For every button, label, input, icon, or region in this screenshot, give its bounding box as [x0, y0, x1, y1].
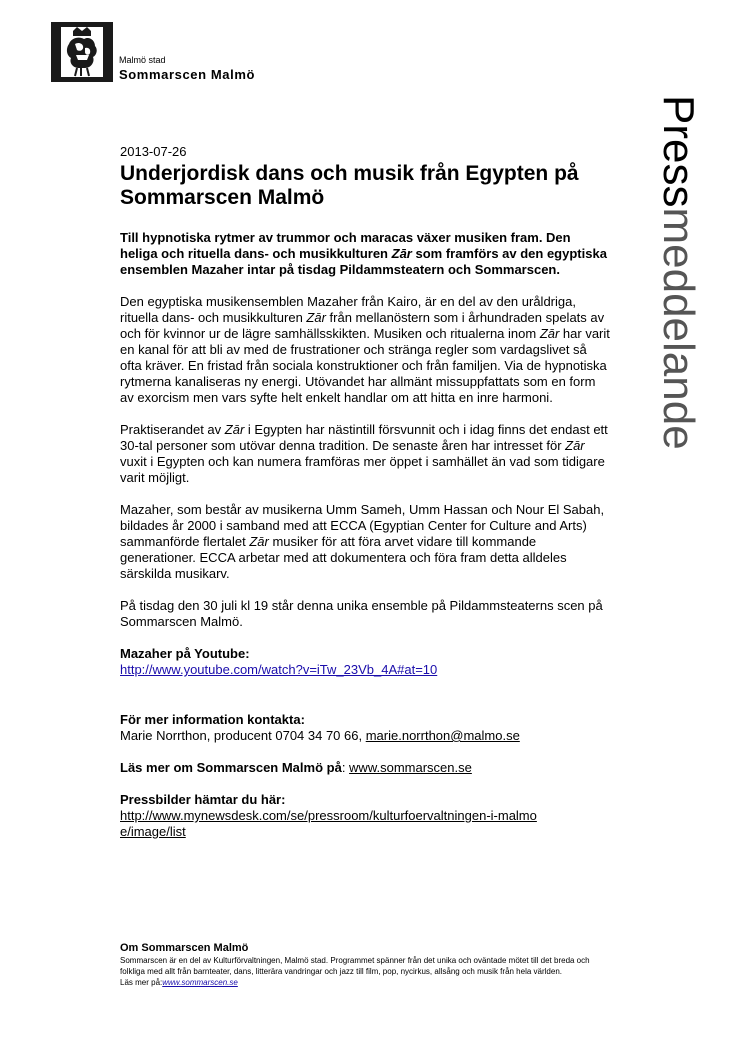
about-sommarscen-link[interactable]: www.sommarscen.se — [162, 978, 238, 987]
contact-email-link[interactable]: marie.norrthon@malmo.se — [365, 728, 520, 743]
paragraph-4: På tisdag den 30 juli kl 19 står denna unika ensemble på Pildammsteaterns scen på Sommarscen Malmö. — [120, 598, 603, 629]
more-label: Läs mer om Sommarscen Malmö på — [120, 760, 342, 775]
pressmeddelande-vertical-title — [647, 95, 707, 535]
lead-paragraph — [120, 230, 610, 278]
p1-text-c: har varit en kanal för att bli av med de frustrationer och stränga regler som vardagslivet så ofta kräver. En fristad från sociala konstruktioner och från familjen. Via de hypnotiska rytmerna kanaliseras ny energi. Utövandet har allmänt missuppfattats som en form av exorcism men vars syfte helt enkelt handlar om att hitta en inre harmoni. — [120, 326, 610, 405]
paragraph-1 — [120, 294, 610, 406]
about-section — [120, 942, 600, 988]
vertical-title-dark: Press — [654, 95, 703, 208]
more-colon: : — [341, 760, 350, 775]
youtube-link[interactable]: http://www.youtube.com/watch?v=iTw_23Vb_4A#at=10 — [120, 662, 438, 677]
p2-zar-2: Zār — [565, 438, 585, 453]
p1-zar: Zār — [306, 310, 326, 325]
contact-label: För mer information kontakta: — [120, 712, 305, 727]
youtube-block — [120, 646, 610, 678]
lead-text-2: som framförs av den egyptiska ensemblen Mazaher intar på tisdag Pildammsteatern och Sommarscen. — [120, 246, 607, 277]
lead-zar: Zār — [391, 246, 412, 261]
malmo-stad-logo — [51, 22, 113, 82]
release-date: 2013-07-26 — [120, 144, 187, 159]
about-heading: Om Sommarscen Malmö — [120, 942, 249, 954]
press-release-body — [120, 144, 610, 856]
p3-text-b: musiker för att föra arvet vidare till kommande generationer. ECCA arbetar med att dokumentera och föra fram detta alldeles särskilda musikarv. — [120, 534, 567, 581]
p2-text-a: Praktiserandet av — [120, 422, 225, 437]
contact-text: Marie Norrthon, producent 0704 34 70 66, — [120, 728, 366, 743]
p2-text-c: vuxit i Egypten och kan numera framföras mer öppet i samhället än vad som tidigare varit möjligt. — [120, 454, 605, 485]
sommarscen-link[interactable]: www.sommarscen.se — [349, 760, 472, 775]
paragraph-2 — [120, 422, 610, 486]
p2-text-b: i Egypten har nästintill försvunnit och i idag finns det endast ett 30-tal personer som utövar denna tradition. De senaste åren har intresset för — [120, 422, 608, 453]
p3-zar: Zār — [249, 534, 269, 549]
p1-text-b: från mellanöstern som i århundraden spelats av och för kvinnor ur de lägre samhällsskikten. Musiken och ritualerna inom — [120, 310, 605, 341]
pressbilder-link[interactable]: http://www.mynewsdesk.com/se/pressroom/kulturfoervaltningen-i-malmoe/image/list — [120, 808, 537, 839]
p1-zar-2: Zār — [539, 326, 560, 341]
page-title: Underjordisk dans och musik från Egypten på Sommarscen Malmö — [120, 162, 579, 209]
contact-line — [120, 728, 610, 744]
contact-block — [120, 712, 610, 744]
about-text: Sommarscen är en del av Kulturförvaltningen, Malmö stad. Programmet spänner från det unika och oväntade mötet till det breda och folkliga med allt från barnteater, dans, litterära vandringar och jazz till film, pop, nycirkus, allsång och musik från hela världen. — [120, 956, 590, 976]
paragraph-3 — [120, 502, 610, 582]
pressbilder-block — [120, 792, 610, 840]
org-name: Sommarscen Malmö — [119, 67, 256, 82]
pressbilder-label: Pressbilder hämtar du här: — [120, 792, 286, 807]
about-body — [120, 955, 600, 988]
more-info-block — [120, 760, 610, 776]
vertical-title-light: meddelande — [654, 207, 703, 450]
p3-text-a: Mazaher, som består av musikerna Umm Sameh, Umm Hassan och Nour El Sabah, bildades år 2000 i samband med att ECCA (Egyptian Center for Culture and Arts) sammanförde flertalet — [120, 502, 605, 549]
griffin-crest-icon — [51, 22, 113, 82]
lead-text-1: Till hypnotiska rytmer av trummor och maracas växer musiken fram. Den heliga och rituella dans- och musikkulturen — [120, 230, 571, 261]
p1-text-a: Den egyptiska musikensemblen Mazaher från Kairo, är en del av den uråldriga, rituella dans- och musikkulturen — [120, 294, 576, 325]
p2-zar: Zār — [224, 422, 245, 437]
youtube-label: Mazaher på Youtube: — [120, 646, 250, 661]
org-name-small: Malmö stad — [119, 55, 166, 65]
about-more-prefix: Läs mer på: — [120, 978, 163, 987]
